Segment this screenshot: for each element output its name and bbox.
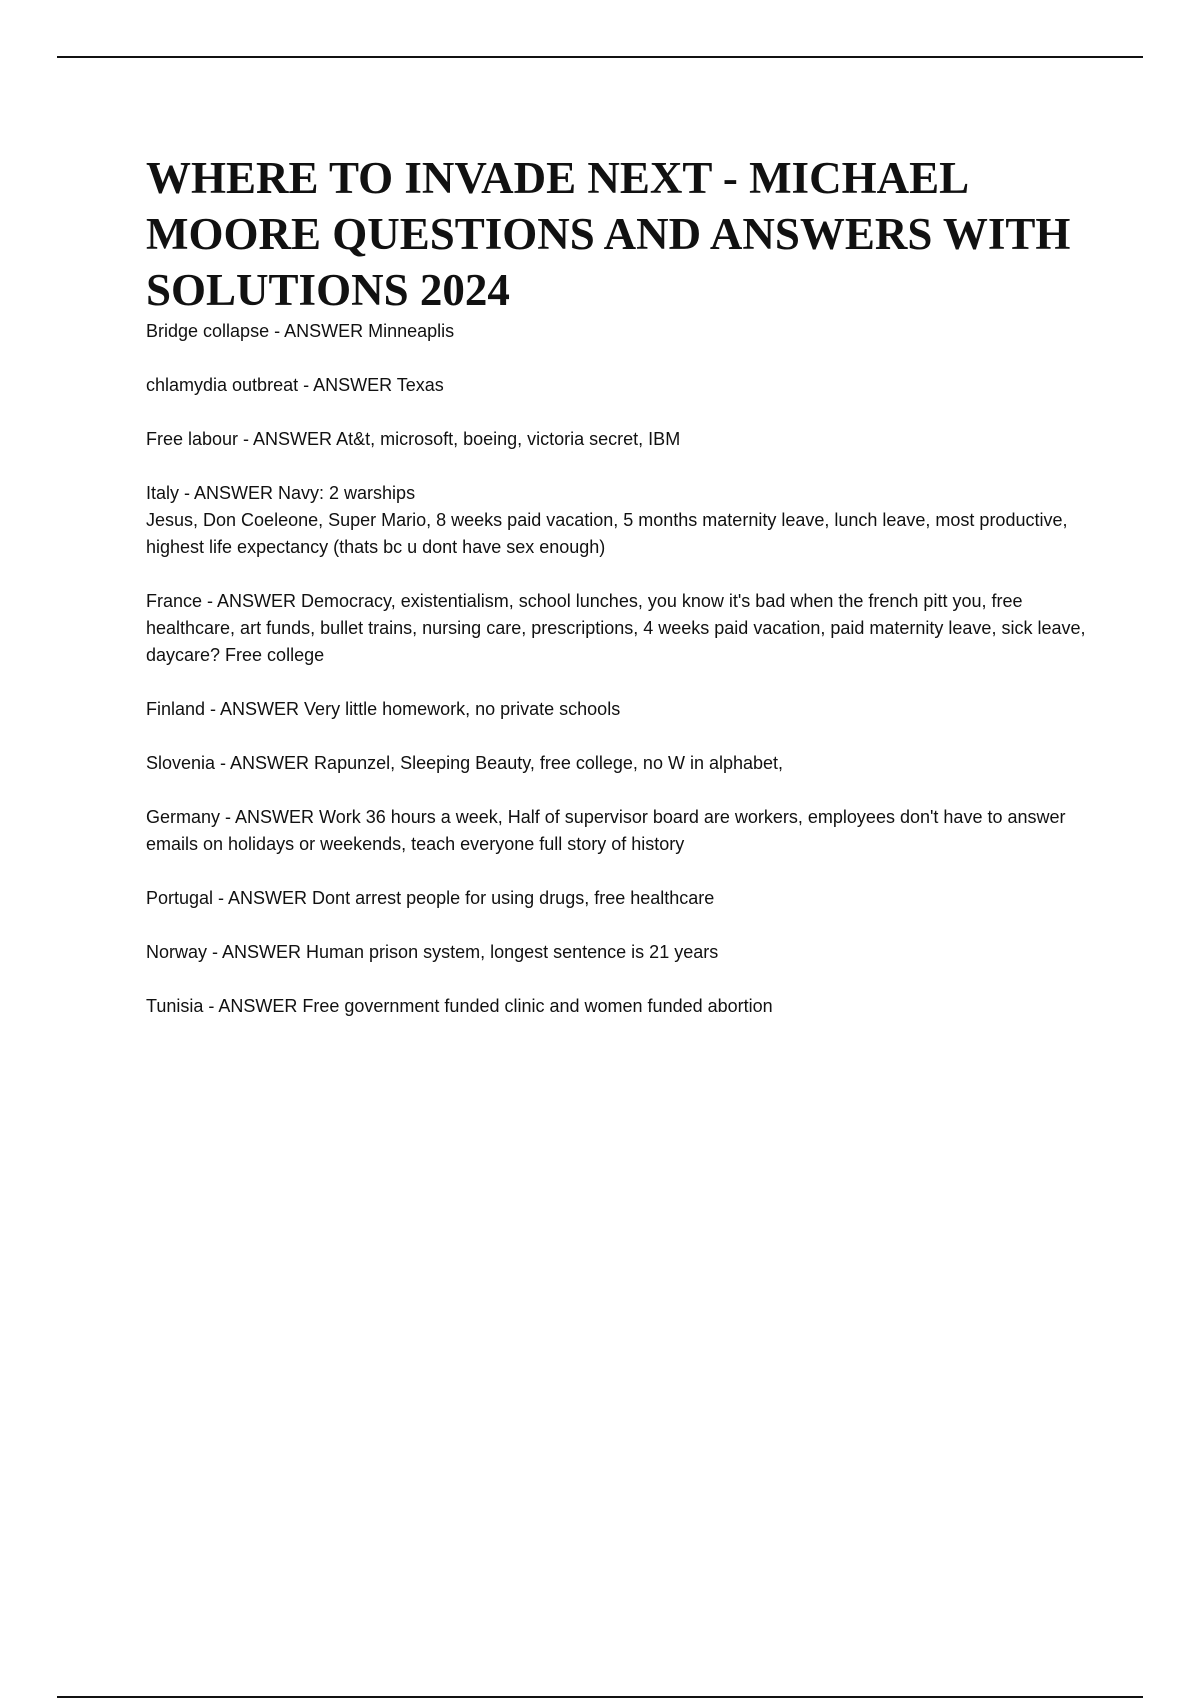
qa-entry: chlamydia outbreat - ANSWER Texas xyxy=(146,375,444,395)
qa-list xyxy=(146,318,1096,1020)
bottom-rule xyxy=(57,1696,1143,1698)
qa-entry: Germany - ANSWER Work 36 hours a week, Half of supervisor board are workers, employees don't have to answer emails on holidays or weekends, teach everyone full story of history xyxy=(146,807,1066,854)
top-rule xyxy=(57,56,1143,58)
qa-entry: Finland - ANSWER Very little homework, no private schools xyxy=(146,699,621,719)
qa-entry: Free labour - ANSWER At&t, microsoft, boeing, victoria secret, IBM xyxy=(146,429,681,449)
qa-entry: Slovenia - ANSWER Rapunzel, Sleeping Beauty, free college, no W in alphabet, xyxy=(146,753,784,773)
qa-entry: Bridge collapse - ANSWER Minneaplis xyxy=(146,321,455,341)
qa-entry: Portugal - ANSWER Dont arrest people for using drugs, free healthcare xyxy=(146,888,715,908)
document-body xyxy=(146,150,1096,1038)
document-title: WHERE TO INVADE NEXT - MICHAEL MOORE QUESTIONS AND ANSWERS WITH SOLUTIONS 2024 xyxy=(146,153,1071,315)
qa-entry: Italy - ANSWER Navy: 2 warships Jesus, Don Coeleone, Super Mario, 8 weeks paid vacation, 5 months maternity leave, lunch leave, most productive, highest life expectancy (thats bc u dont have sex enough) xyxy=(146,483,1068,557)
qa-entry: Norway - ANSWER Human prison system, longest sentence is 21 years xyxy=(146,942,719,962)
qa-entry: Tunisia - ANSWER Free government funded clinic and women funded abortion xyxy=(146,996,773,1016)
qa-entry: France - ANSWER Democracy, existentialism, school lunches, you know it's bad when the french pitt you, free healthcare, art funds, bullet trains, nursing care, prescriptions, 4 weeks paid vacation, paid maternity leave, sick leave, daycare? Free college xyxy=(146,591,1086,665)
